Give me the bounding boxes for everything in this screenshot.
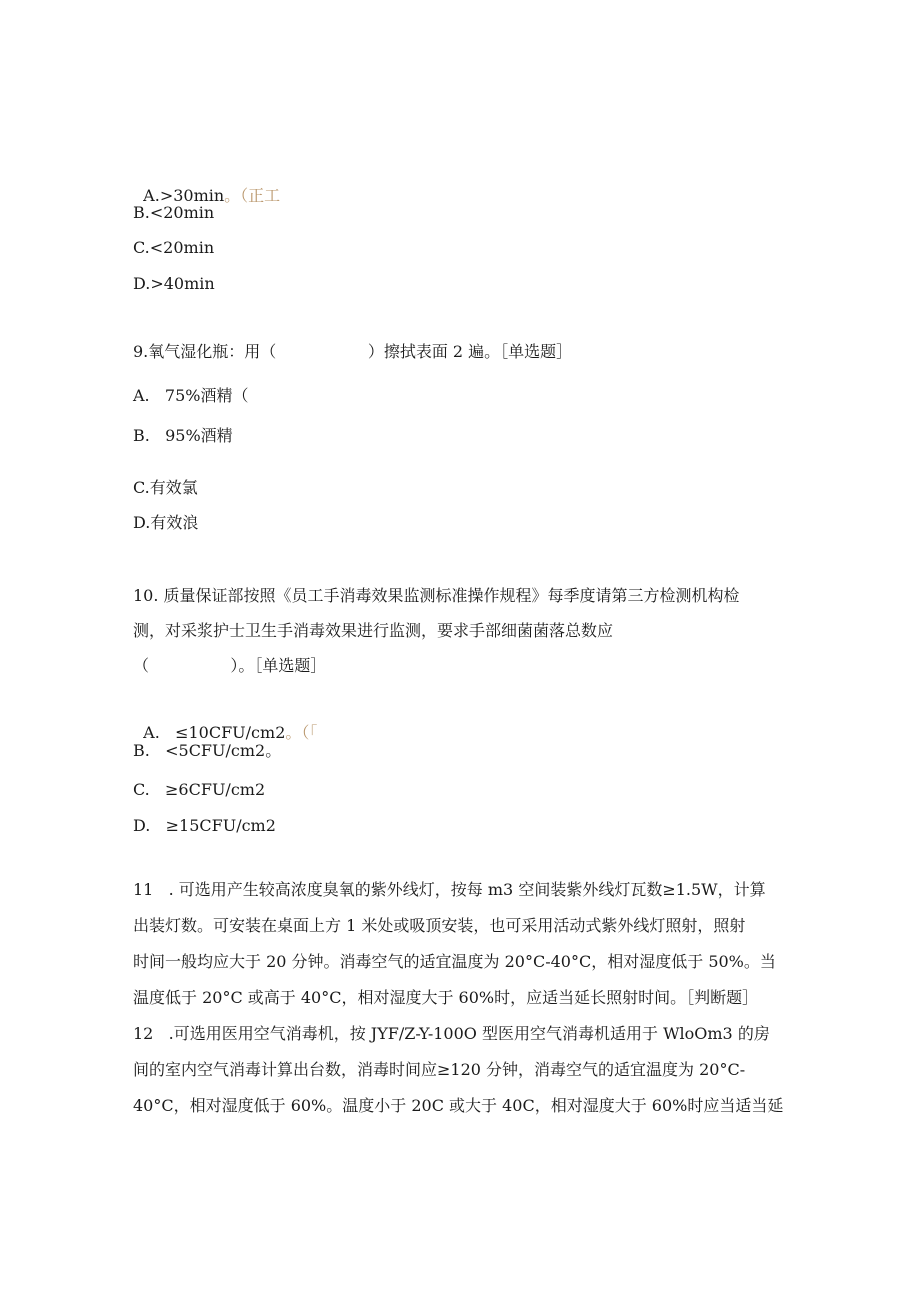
q8-option-a (133, 163, 280, 207)
q9-option-b: B. 95%酒精 (133, 426, 233, 445)
q11-line-2: 出装灯数。可安装在桌面上方 1 米处或吸顶安装，也可采用活动式紫外线灯照射，照射 (133, 916, 746, 935)
q10-stem-line-2: 测，对采浆护士卫生手消毒效果进行监测，要求手部细菌菌落总数应 (133, 621, 614, 640)
q10-option-c: C. ≥6CFU∕cm2 (133, 780, 266, 799)
q9-option-a: A. 75%酒精（ (133, 386, 249, 405)
q10-option-d: D. ≥15CFU∕cm2 (133, 816, 276, 835)
q9-option-d: D.有效浪 (133, 513, 199, 532)
q10-stem-line-1: 10. 质量保证部按照《员工手消毒效果监测标准操作规程》每季度请第三方检测机构检 (133, 586, 740, 605)
q8-option-a-annotation: 。（正工 (224, 186, 281, 205)
q11-paragraph (133, 872, 783, 1016)
q8-option-c: C.<20min (133, 238, 215, 257)
q10-stem-line-3: （ ）。［单选题］ (133, 656, 327, 675)
q8-option-d: D.>40min (133, 274, 215, 293)
q11-line-1: 11 . 可选用产生较高浓度臭氧的紫外线灯，按每 m3 空间装紫外线灯瓦数≥1.5W，计算 (133, 880, 766, 899)
q12-paragraph (133, 1016, 783, 1124)
q11-line-3: 时间一般均应大于 20 分钟。消毒空气的适宜温度为 20°C-40°C，相对湿度低于 50%。当 (133, 952, 776, 971)
q8-option-a-text: A.>30min (143, 186, 225, 205)
q10-option-a-annotation: 。（「 (285, 723, 318, 742)
q12-line-1: 12 .可选用医用空气消毒机，按 JYF∕Z-Y-100O 型医用空气消毒机适用于 WloOm3 的房 (133, 1024, 770, 1043)
q12-line-2: 间的室内空气消毒计算出台数，消毒时间应≥120 分钟，消毒空气的适宜温度为 20°C- (133, 1060, 746, 1079)
q10-option-b: B. <5CFU∕cm2。 (133, 741, 282, 760)
q11-line-4: 温度低于 20°C 或高于 40°C，相对湿度大于 60%时，应适当延长照射时间。［判断题］ (133, 988, 759, 1007)
q9-stem: 9.氧气湿化瓶：用（ ）擦拭表面 2 遍。［单选题］ (133, 342, 573, 361)
q10-option-a-text: A. ≤10CFU∕cm2 (143, 723, 286, 742)
q12-line-3: 40°C，相对湿度低于 60%。温度小于 20C 或大于 40C，相对湿度大于 60%时应当适当延 (133, 1096, 784, 1115)
q9-option-c: C.有效氯 (133, 478, 198, 497)
q8-option-b: B.<20min (133, 203, 215, 222)
q10-option-a (133, 700, 317, 744)
